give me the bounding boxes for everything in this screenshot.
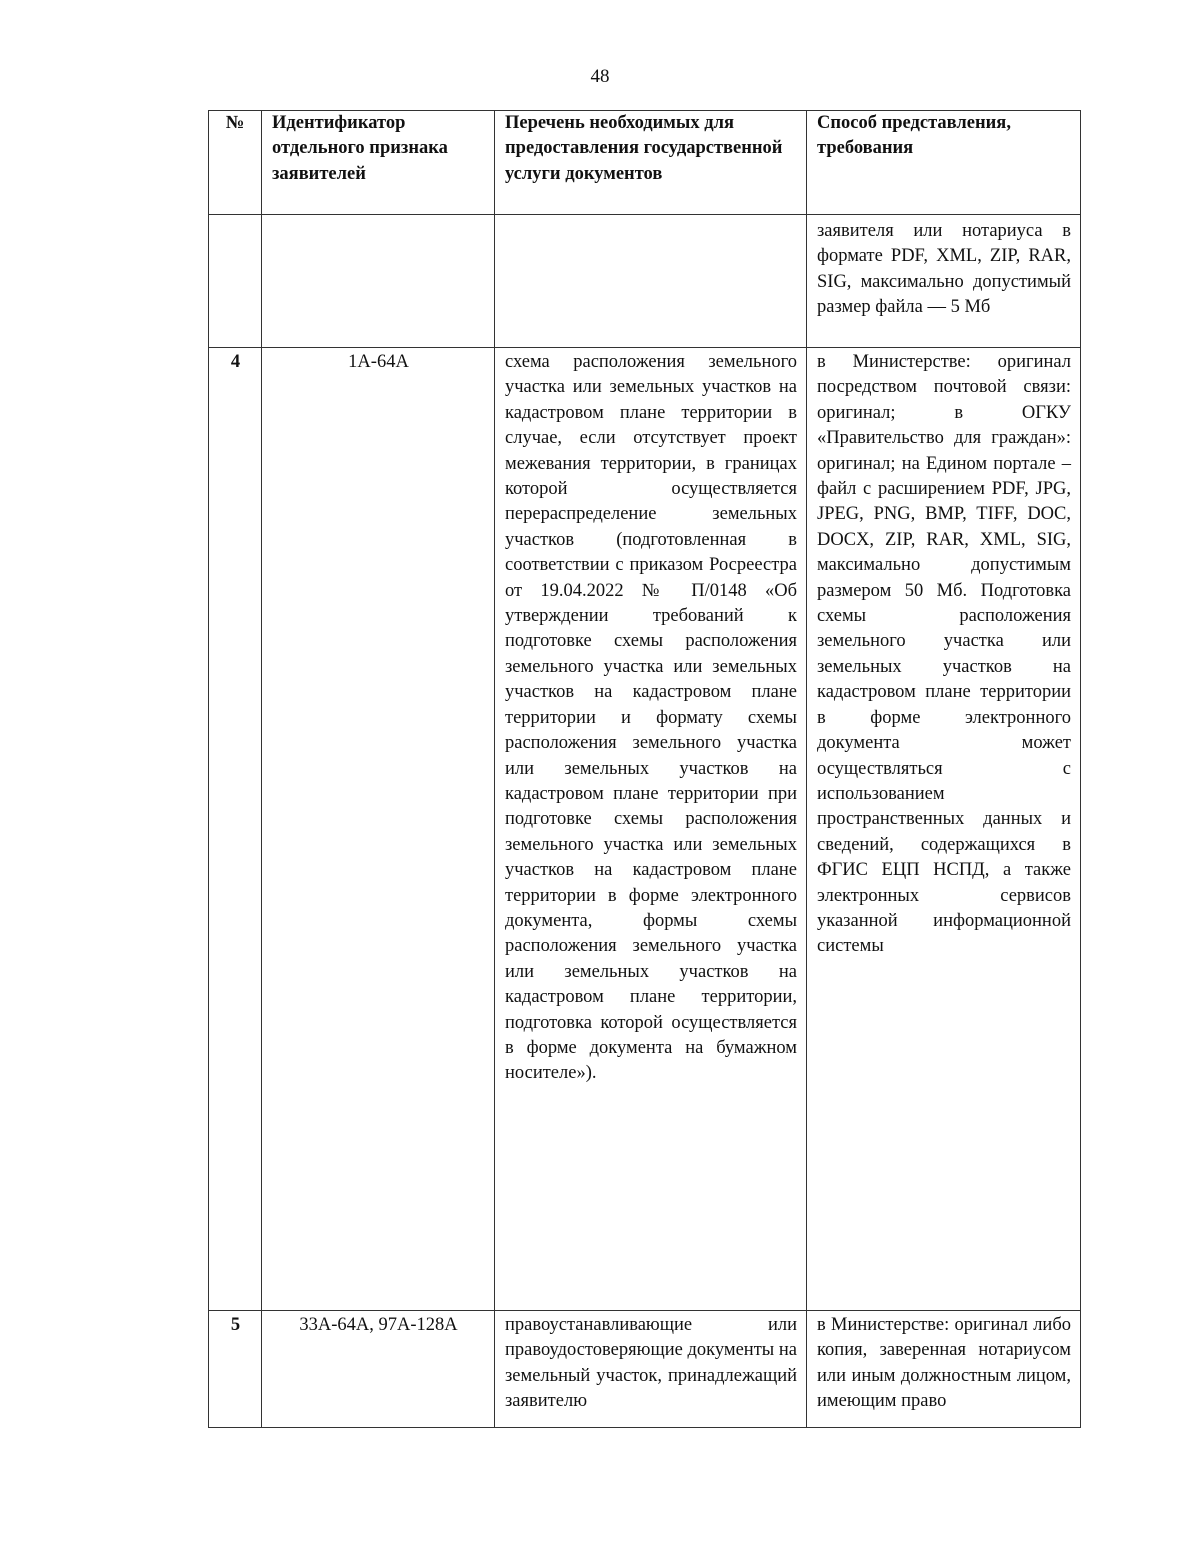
header-number: № — [209, 111, 262, 215]
header-documents: Перечень необходимых для предоставления государственной услуги документов — [495, 111, 807, 215]
row-documents: схема расположения земельного участка или земельных участков на кадастровом плане территории в случае, если отсутствует проект межевания территории, в границах которой осуществляется перераспределение земельных участков (подготовленная в соответствии с приказом Росреестра от 19.04.2022 № П/0148 «Об утверждении требований к подготовке схемы расположения земельного участка или земельных участков на кадастровом плане территории и формату схемы расположения земельного участка или земельных участков на кадастровом плане территории при подготовке схемы расположения земельного участка или земельных участков на кадастровом плане территории в форме электронного документа, формы схемы расположения земельного участка или земельных участков на кадастровом плане территории, подготовка которой осуществляется в форме документа на бумажном носителе»). — [495, 348, 807, 1311]
page-number: 48 — [590, 66, 610, 87]
row-number: 5 — [209, 1311, 262, 1428]
header-identifier: Идентификатор отдельного признака заявителей — [262, 111, 495, 215]
table-row — [209, 1311, 1081, 1428]
row-documents — [495, 215, 807, 348]
row-method: заявителя или нотариуса в формате PDF, XML, ZIP, RAR, SIG, максимально допустимый размер файла — 5 Мб — [807, 215, 1081, 348]
row-method: в Министерстве: оригинал посредством почтовой связи: оригинал; в ОГКУ «Правительство для граждан»: оригинал; на Едином портале – файл с расширением PDF, JPG, JPEG, PNG, BMP, TIFF, DOC, DOCX, ZIP, RAR, XML, SIG, максимально допустимым размером 50 Мб. Подготовка схемы расположения земельного участка или земельных участков на кадастровом плане территории в форме электронного документа может осуществляться с использованием пространственных данных и сведений, содержащихся в ФГИС ЕЦП НСПД, а также электронных сервисов указанной информационной системы — [807, 348, 1081, 1311]
row-number — [209, 215, 262, 348]
row-identifier: 33А-64А, 97А-128А — [262, 1311, 495, 1428]
requirements-table — [208, 110, 1081, 1428]
row-identifier: 1А-64А — [262, 348, 495, 1311]
row-identifier — [262, 215, 495, 348]
header-method: Способ представления, требования — [807, 111, 1081, 215]
row-documents: правоустанавливающие или правоудостоверяющие документы на земельный участок, принадлежащий заявителю — [495, 1311, 807, 1428]
table-header-row — [209, 111, 1081, 215]
row-method: в Министерстве: оригинал либо копия, заверенная нотариусом или иным должностным лицом, имеющим право — [807, 1311, 1081, 1428]
table-row — [209, 348, 1081, 1311]
table-row — [209, 215, 1081, 348]
row-number: 4 — [209, 348, 262, 1311]
